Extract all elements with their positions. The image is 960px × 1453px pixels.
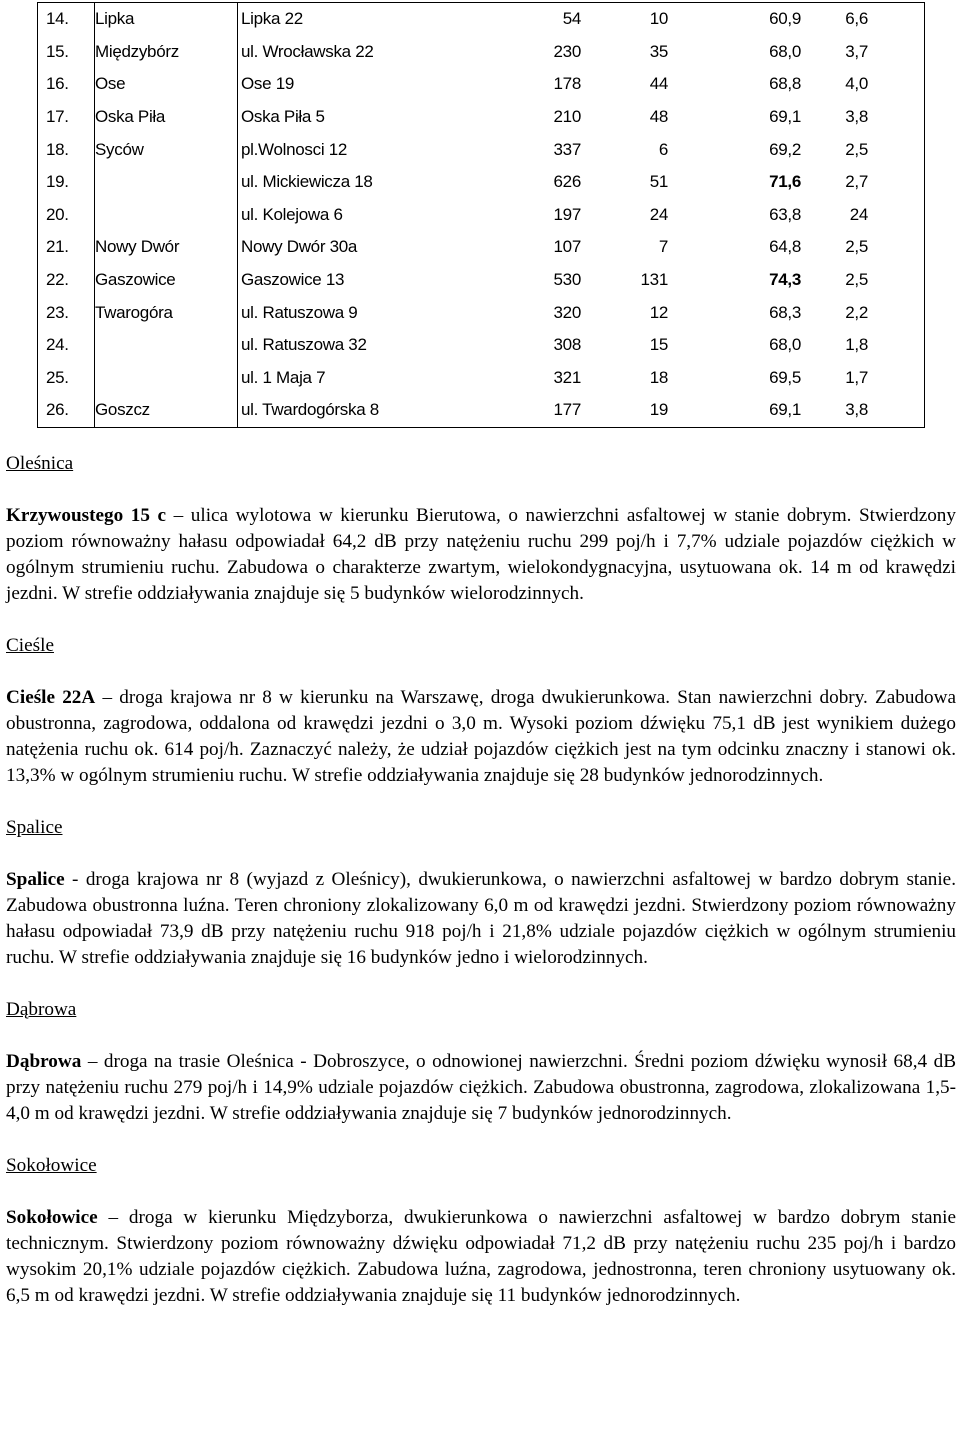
town-cell: Międzybórz — [95, 36, 238, 69]
row-number: 23. — [46, 302, 69, 322]
section-heading: Dąbrowa — [6, 999, 77, 1020]
section-spalice — [6, 815, 956, 971]
row-number: 14. — [46, 9, 69, 29]
row-number: 22. — [46, 270, 69, 290]
row-number: 17. — [46, 107, 69, 127]
noise-level-cell: 74,3 — [769, 270, 801, 290]
section-sokolowice — [6, 1153, 956, 1309]
town-cell: Ose — [95, 68, 238, 101]
address-cell: Gaszowice 13 — [238, 264, 447, 297]
heavy-vehicles-cell: 10 — [649, 9, 668, 29]
table-row — [38, 199, 925, 232]
row-number: 25. — [46, 367, 69, 387]
percent-cell: 2,5 — [845, 270, 868, 290]
town-cell: Lipka — [95, 3, 238, 36]
percent-cell: 4,0 — [845, 74, 868, 94]
table-row — [38, 68, 925, 101]
percent-cell: 2,7 — [845, 172, 868, 192]
paragraph-lead: Spalice — [6, 869, 65, 890]
section-heading: Sokołowice — [6, 1155, 97, 1176]
town-cell: Oska Piła — [95, 101, 238, 134]
percent-cell: 2,2 — [845, 302, 868, 322]
table-row — [38, 101, 925, 134]
heavy-vehicles-cell: 12 — [649, 302, 668, 322]
heavy-vehicles-cell: 19 — [649, 400, 668, 420]
town-cell — [95, 199, 238, 232]
percent-cell: 2,5 — [845, 139, 868, 159]
row-number: 20. — [46, 204, 69, 224]
address-cell: ul. 1 Maja 7 — [238, 362, 447, 395]
table-row — [38, 36, 925, 69]
table-row — [38, 231, 925, 264]
traffic-cell: 177 — [553, 400, 581, 420]
noise-level-cell: 69,2 — [769, 139, 801, 159]
address-cell: pl.Wolnosci 12 — [238, 133, 447, 166]
noise-level-cell: 68,0 — [769, 335, 801, 355]
heavy-vehicles-cell: 15 — [649, 335, 668, 355]
table-row — [38, 166, 925, 199]
noise-level-cell: 68,0 — [769, 41, 801, 61]
heavy-vehicles-cell: 51 — [649, 172, 668, 192]
section-dabrowa — [6, 997, 956, 1127]
row-number: 19. — [46, 172, 69, 192]
address-cell: Ose 19 — [238, 68, 447, 101]
paragraph-text: - droga krajowa nr 8 (wyjazd z Oleśnicy), dwukierunkowa, o nawierzchni asfaltowej w bardzo dobrym stanie. Zabudowa obustronna luźna. Teren chroniony zlokalizowany 6,0 m od krawędzi jezdni. Stwierdzony poziom równoważny hałasu odpowiadał 73,9 dB przy natężeniu ruchu 918 poj/h i 21,8% udziale pojazdów ciężkich w ogólnym strumieniu ruchu. W strefie oddziaływania znajduje się 16 budynków jedno i wielorodzinnych. — [6, 869, 956, 968]
noise-level-cell: 69,1 — [769, 400, 801, 420]
paragraph-text: – droga w kierunku Międzyborza, dwukierunkowa o nawierzchni asfaltowej w bardzo dobrym stanie technicznym. Stwierdzony poziom równoważny dźwięku odpowiadał 71,2 dB przy natężeniu ruchu 235 poj/h i bardzo wysokim 20,1% udziale pojazdów ciężkich. Zabudowa luźna, zagrodowa, jednostronna, teren chroniony usytuowany ok. 6,5 m od krawędzi jezdni. W strefie oddziaływania znajduje się 11 budynków jednorodzinnych. — [6, 1207, 956, 1306]
heavy-vehicles-cell: 131 — [640, 270, 668, 290]
percent-cell: 3,8 — [845, 107, 868, 127]
address-cell: ul. Kolejowa 6 — [238, 199, 447, 232]
traffic-cell: 54 — [562, 9, 581, 29]
paragraph-lead: Sokołowice — [6, 1207, 98, 1228]
paragraph-lead: Dąbrowa — [6, 1051, 82, 1072]
section-heading: Oleśnica — [6, 453, 74, 474]
town-cell — [95, 362, 238, 395]
traffic-cell: 626 — [553, 172, 581, 192]
traffic-cell: 197 — [553, 204, 581, 224]
section-paragraph — [6, 867, 956, 971]
document-body — [6, 451, 956, 1309]
noise-level-cell: 68,8 — [769, 74, 801, 94]
row-number: 18. — [46, 139, 69, 159]
town-cell — [95, 166, 238, 199]
traffic-cell: 210 — [553, 107, 581, 127]
paragraph-text: – ulica wylotowa w kierunku Bierutowa, o nawierzchni asfaltowej w stanie dobrym. Stwierdzony poziom równoważny hałasu odpowiadał 64,2 dB przy natężeniu ruchu 299 poj/h i 7,7% udziale pojazdów ciężkich w ogólnym strumieniu ruchu. Zabudowa o charakterze zwartym, wielokondygnacyjna, usytuowana ok. 14 m od krawędzi jezdni. W strefie oddziaływania znajduje się 5 budynków wielorodzinnych. — [6, 505, 956, 604]
row-number: 15. — [46, 41, 69, 61]
section-ciesle — [6, 633, 956, 789]
section-paragraph — [6, 1205, 956, 1309]
address-cell: ul. Ratuszowa 9 — [238, 296, 447, 329]
traffic-cell: 320 — [553, 302, 581, 322]
address-cell: ul. Mickiewicza 18 — [238, 166, 447, 199]
heavy-vehicles-cell: 6 — [658, 139, 668, 159]
section-heading: Cieśle — [6, 635, 54, 656]
section-paragraph — [6, 503, 956, 607]
traffic-cell: 321 — [553, 367, 581, 387]
section-olesnica — [6, 451, 956, 607]
town-cell — [95, 329, 238, 362]
address-cell: Oska Piła 5 — [238, 101, 447, 134]
heavy-vehicles-cell: 24 — [649, 204, 668, 224]
table-row — [38, 362, 925, 395]
paragraph-text: – droga krajowa nr 8 w kierunku na Warszawę, droga dwukierunkowa. Stan nawierzchni dobry. Zabudowa obustronna, zagrodowa, oddalona od krawędzi jezdni o 3,0 m. Wysoki poziom dźwięku 75,1 dB jest wynikiem dużego natężenia ruchu ok. 614 poj/h. Zaznaczyć należy, że udział pojazdów ciężkich jest na tym odcinku znaczny i stanowi ok. 13,3% w ogólnym strumieniu ruchu. W strefie oddziaływania znajduje się 28 budynków jednorodzinnych. — [6, 687, 957, 786]
table-row — [38, 394, 925, 427]
section-heading: Spalice — [6, 817, 63, 838]
section-paragraph — [6, 685, 956, 789]
town-cell: Nowy Dwór — [95, 231, 238, 264]
table-row — [38, 329, 925, 362]
measurement-table — [37, 2, 925, 428]
paragraph-lead: Cieśle 22A — [6, 687, 96, 708]
noise-level-cell: 68,3 — [769, 302, 801, 322]
noise-level-cell: 60,9 — [769, 9, 801, 29]
heavy-vehicles-cell: 44 — [649, 74, 668, 94]
row-number: 26. — [46, 400, 69, 420]
address-cell: ul. Wrocławska 22 — [238, 36, 447, 69]
town-cell: Twarogóra — [95, 296, 238, 329]
row-number: 24. — [46, 335, 69, 355]
traffic-cell: 230 — [553, 41, 581, 61]
noise-level-cell: 64,8 — [769, 237, 801, 257]
table-row — [38, 264, 925, 297]
address-cell: Nowy Dwór 30a — [238, 231, 447, 264]
address-cell: ul. Twardogórska 8 — [238, 394, 447, 427]
town-cell: Syców — [95, 133, 238, 166]
traffic-cell: 107 — [553, 237, 581, 257]
paragraph-lead: Krzywoustego 15 c — [6, 505, 167, 526]
table-row — [38, 3, 925, 36]
percent-cell: 6,6 — [845, 9, 868, 29]
noise-level-cell: 63,8 — [769, 204, 801, 224]
traffic-cell: 337 — [553, 139, 581, 159]
percent-cell: 1,8 — [845, 335, 868, 355]
heavy-vehicles-cell: 48 — [649, 107, 668, 127]
traffic-cell: 530 — [553, 270, 581, 290]
address-cell: ul. Ratuszowa 32 — [238, 329, 447, 362]
percent-cell: 3,8 — [845, 400, 868, 420]
percent-cell: 24 — [849, 204, 868, 224]
percent-cell: 1,7 — [845, 367, 868, 387]
traffic-cell: 178 — [553, 74, 581, 94]
heavy-vehicles-cell: 35 — [649, 41, 668, 61]
paragraph-text: – droga na trasie Oleśnica - Dobroszyce, o odnowionej nawierzchni. Średni poziom dźwięku wynosił 68,4 dB przy natężeniu ruchu 279 poj/h i 14,9% udziale pojazdów ciężkich. Zabudowa obustronna, zagrodowa, zlokalizowana 1,5-4,0 m od krawędzi jezdni. W strefie oddziaływania znajduje się 7 budynków jednorodzinnych. — [6, 1051, 956, 1124]
town-cell: Goszcz — [95, 394, 238, 427]
noise-level-cell: 69,5 — [769, 367, 801, 387]
percent-cell: 2,5 — [845, 237, 868, 257]
heavy-vehicles-cell: 7 — [658, 237, 668, 257]
table-row — [38, 133, 925, 166]
percent-cell: 3,7 — [845, 41, 868, 61]
heavy-vehicles-cell: 18 — [649, 367, 668, 387]
noise-level-cell: 71,6 — [769, 172, 801, 192]
section-paragraph — [6, 1049, 956, 1127]
town-cell: Gaszowice — [95, 264, 238, 297]
row-number: 21. — [46, 237, 69, 257]
table-row — [38, 296, 925, 329]
traffic-cell: 308 — [553, 335, 581, 355]
address-cell: Lipka 22 — [238, 3, 447, 36]
row-number: 16. — [46, 74, 69, 94]
noise-level-cell: 69,1 — [769, 107, 801, 127]
